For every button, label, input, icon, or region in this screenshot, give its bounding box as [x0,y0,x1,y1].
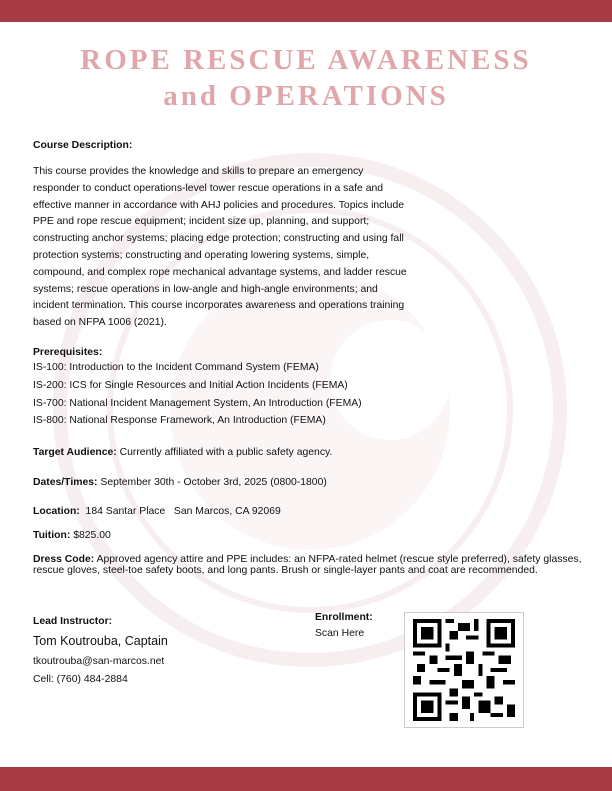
prerequisite-item: IS-200: ICS for Single Resources and Initial Action Incidents (FEMA) [33,379,348,391]
prerequisite-item: IS-700: National Incident Management System, An Introduction (FEMA) [33,397,362,409]
title-line-2: and OPERATIONS [163,80,449,112]
prerequisites-section [33,346,453,430]
top-color-band [0,0,612,22]
tuition-value: $825.00 [70,530,111,541]
title-line-1: ROPE RESCUE AWARENESS [80,44,532,76]
lead-instructor-name: Tom Koutrouba, Captain [33,634,168,648]
dates-row [33,477,327,488]
enrollment-qr-code[interactable] [404,612,524,728]
location-row [33,506,281,517]
course-description-text: This course provides the knowledge and skills to prepare an emergency responder to conduct operations-level tower rescue operations in a safe and effective manner in accordance with AHJ policies and procedures. Topics include PPE and rope rescue equipment; incident size up, planning, and support; constructing anchor systems; placing edge protection; constructing and using fall protection systems; constructing and operating lowering systems, simple, compound, and complex rope mechanical advantage systems, and ladder rescue systems; rescue operations in low-angle and high-angle environments; and incident termination. This course incorporates awareness and operations training based on NFPA 1006 (2021). [33,166,407,329]
dress-code-value: Approved agency attire and PPE includes: an NFPA-rated helmet (rescue style preferred), safety glasses, rescue gloves, steel-toe safety boots, and long pants. Brush or single-layer pants and coat are recommended. [33,554,582,576]
target-audience-row [33,447,332,458]
dates-label: Dates/Times: [33,477,98,488]
lead-instructor-email[interactable]: tkoutrouba@san-marcos.net [33,656,165,667]
tuition-label: Tuition: [33,530,71,541]
location-label: Location: [33,506,80,517]
qr-code-icon [411,619,517,721]
prerequisite-item: IS-100: Introduction to the Incident Command System (FEMA) [33,362,319,373]
enrollment-section [315,610,373,643]
prerequisites-heading: Prerequisites: [33,347,103,358]
target-audience-label: Target Audience: [33,447,117,458]
lead-instructor-cell: Cell: (760) 484-2884 [33,674,128,685]
dates-value: September 30th - October 3rd, 2025 (0800-1800) [97,477,327,488]
enrollment-heading: Enrollment: [315,612,373,623]
target-audience-value: Currently affiliated with a public safety agency. [116,447,333,458]
dress-code-row [33,554,583,576]
enrollment-scan-text: Scan Here [315,628,365,640]
tuition-row [33,530,111,541]
bottom-color-band [0,767,612,791]
page-title [0,42,612,114]
location-value: 184 Santar Place San Marcos, CA 92069 [79,506,281,517]
course-description-heading: Course Description: [33,140,133,151]
prerequisite-item: IS-800: National Response Framework, An Introduction (FEMA) [33,415,326,427]
lead-instructor-heading: Lead Instructor: [33,616,113,627]
dress-code-label: Dress Code: [33,554,95,565]
